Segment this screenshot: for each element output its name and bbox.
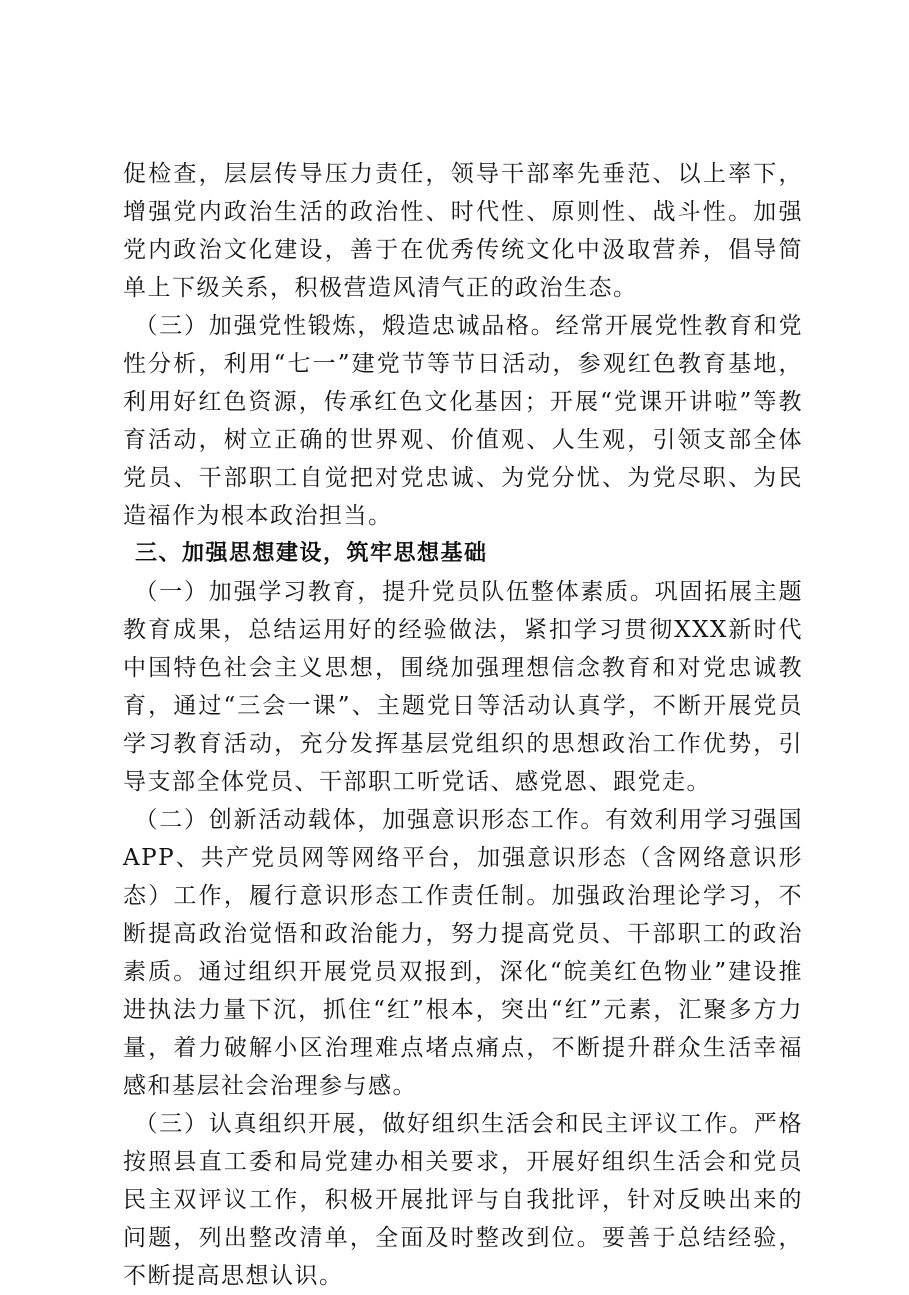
- paragraph-continuation: 促检查，层层传导压力责任，领导干部率先垂范、以上率下，增强党内政治生活的政治性、时代性、原则性、战斗性。加强党内政治文化建设，善于在优秀传统文化中汲取营养，倡导简单上下级关系，积极营造风清气正的政治生态。: [123, 161, 803, 301]
- document-body: [123, 155, 803, 1295]
- paragraph-ideology-work: （二）创新活动载体，加强意识形态工作。有效利用学习强国APP、共产党员网等网络平台，加强意识形态（含网络意识形态）工作，履行意识形态工作责任制。加强政治理论学习，不断提高政治觉悟和政治能力，努力提高党员、干部职工的政治素质。通过组织开展党员双报到，深化“皖美红色物业”建设推进执法力量下沉，抓住“红”根本，突出“红”元素，汇聚多方力量，着力破解小区治理难点堵点痛点，不断提升群众生活幸福感和基层社会治理参与感。: [123, 807, 803, 1099]
- paragraph-organization-life: （三）认真组织开展，做好组织生活会和民主评议工作。严格按照县直工委和局党建办相关要求，开展好组织生活会和党员民主双评议工作，积极开展批评与自我批评，针对反映出来的问题，列出整改清单，全面及时整改到位。要善于总结经验，不断提高思想认识。: [123, 1111, 803, 1289]
- section-heading-ideology: 三、加强思想建设，筑牢思想基础: [135, 541, 488, 566]
- paragraph-party-spirit: （三）加强党性锻炼，煅造忠诚品格。经常开展党性教育和党性分析，利用“七一”建党节等节日活动，参观红色教育基地，利用好红色资源，传承红色文化基因；开展“党课开讲啦”等教育活动，树立正确的世界观、价值观、人生观，引领支部全体党员、干部职工自觉把对党忠诚、为党分忧、为党尽职、为民造福作为根本政治担当。: [123, 313, 803, 529]
- paragraph-study-education: （一）加强学习教育，提升党员队伍整体素质。巩固拓展主题教育成果，总结运用好的经验做法，紧扣学习贯彻XXX新时代中国特色社会主义思想，围绕加强理想信念教育和对党忠诚教育，通过“三会一课”、主题党日等活动认真学，不断开展党员学习教育活动，充分发挥基层党组织的思想政治工作优势，引导支部全体党员、干部职工听党话、感党恩、跟党走。: [123, 579, 803, 795]
